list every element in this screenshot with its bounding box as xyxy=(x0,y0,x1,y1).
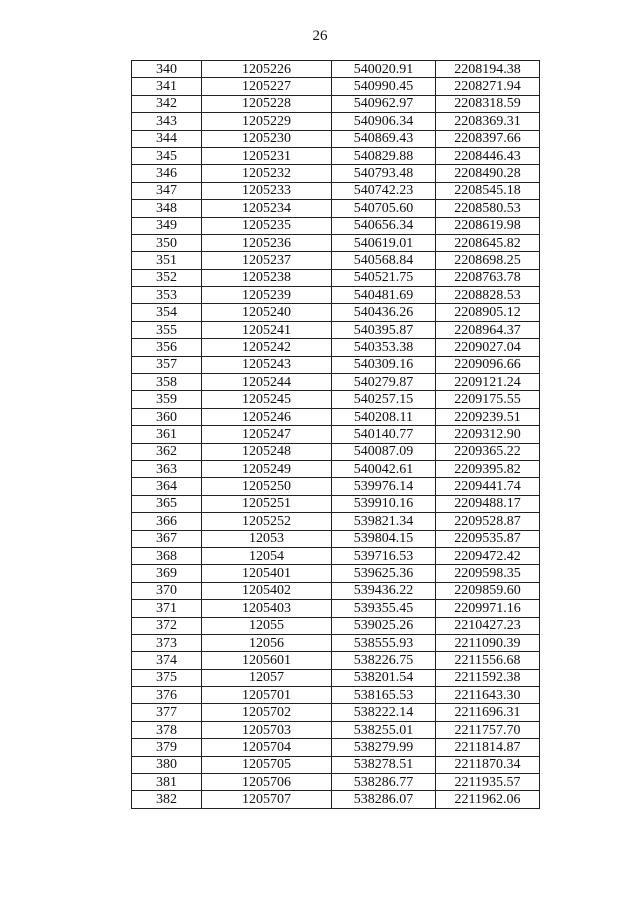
table-row xyxy=(132,78,540,95)
y-coordinate-cell: 2208271.94 xyxy=(436,78,540,95)
point-id-cell: 1205705 xyxy=(202,756,332,773)
row-index-cell: 352 xyxy=(132,269,202,286)
row-index-cell: 344 xyxy=(132,130,202,147)
y-coordinate-cell: 2211592.38 xyxy=(436,669,540,686)
row-index-cell: 363 xyxy=(132,460,202,477)
table-row xyxy=(132,374,540,391)
point-id-cell: 1205243 xyxy=(202,356,332,373)
table-row xyxy=(132,704,540,721)
page-number: 26 xyxy=(312,28,328,44)
row-index-cell: 355 xyxy=(132,321,202,338)
y-coordinate-cell: 2209365.22 xyxy=(436,443,540,460)
row-index-cell: 345 xyxy=(132,147,202,164)
point-id-cell: 1205240 xyxy=(202,304,332,321)
row-index-cell: 376 xyxy=(132,687,202,704)
row-index-cell: 354 xyxy=(132,304,202,321)
point-id-cell: 1205229 xyxy=(202,113,332,130)
row-index-cell: 365 xyxy=(132,495,202,512)
row-index-cell: 360 xyxy=(132,408,202,425)
table-row xyxy=(132,182,540,199)
x-coordinate-cell: 540279.87 xyxy=(332,374,436,391)
y-coordinate-cell: 2208397.66 xyxy=(436,130,540,147)
y-coordinate-cell: 2211814.87 xyxy=(436,739,540,756)
row-index-cell: 378 xyxy=(132,721,202,738)
row-index-cell: 371 xyxy=(132,600,202,617)
row-index-cell: 343 xyxy=(132,113,202,130)
row-index-cell: 348 xyxy=(132,200,202,217)
table-row xyxy=(132,130,540,147)
point-id-cell: 1205244 xyxy=(202,374,332,391)
point-id-cell: 12057 xyxy=(202,669,332,686)
table-row xyxy=(132,739,540,756)
table-row xyxy=(132,113,540,130)
table-row xyxy=(132,756,540,773)
row-index-cell: 361 xyxy=(132,426,202,443)
y-coordinate-cell: 2209535.87 xyxy=(436,530,540,547)
point-id-cell: 1205701 xyxy=(202,687,332,704)
table-row xyxy=(132,669,540,686)
row-index-cell: 368 xyxy=(132,547,202,564)
point-id-cell: 1205702 xyxy=(202,704,332,721)
y-coordinate-cell: 2209027.04 xyxy=(436,339,540,356)
row-index-cell: 359 xyxy=(132,391,202,408)
x-coordinate-cell: 540020.91 xyxy=(332,61,436,78)
x-coordinate-cell: 538255.01 xyxy=(332,721,436,738)
x-coordinate-cell: 539025.26 xyxy=(332,617,436,634)
row-index-cell: 374 xyxy=(132,652,202,669)
point-id-cell: 1205248 xyxy=(202,443,332,460)
table-row xyxy=(132,356,540,373)
point-id-cell: 1205402 xyxy=(202,582,332,599)
y-coordinate-cell: 2208828.53 xyxy=(436,287,540,304)
x-coordinate-cell: 540208.11 xyxy=(332,408,436,425)
table-row xyxy=(132,426,540,443)
point-id-cell: 1205228 xyxy=(202,95,332,112)
x-coordinate-cell: 540568.84 xyxy=(332,252,436,269)
x-coordinate-cell: 540436.26 xyxy=(332,304,436,321)
x-coordinate-cell: 539716.53 xyxy=(332,547,436,564)
table-row xyxy=(132,321,540,338)
table-row xyxy=(132,408,540,425)
y-coordinate-cell: 2211870.34 xyxy=(436,756,540,773)
row-index-cell: 373 xyxy=(132,634,202,651)
table-row xyxy=(132,287,540,304)
point-id-cell: 1205231 xyxy=(202,147,332,164)
row-index-cell: 358 xyxy=(132,374,202,391)
point-id-cell: 1205251 xyxy=(202,495,332,512)
x-coordinate-cell: 540042.61 xyxy=(332,460,436,477)
table-row xyxy=(132,547,540,564)
row-index-cell: 342 xyxy=(132,95,202,112)
x-coordinate-cell: 539910.16 xyxy=(332,495,436,512)
table-row xyxy=(132,147,540,164)
table-row xyxy=(132,200,540,217)
x-coordinate-cell: 540742.23 xyxy=(332,182,436,199)
y-coordinate-cell: 2209488.17 xyxy=(436,495,540,512)
table-row xyxy=(132,95,540,112)
point-id-cell: 1205235 xyxy=(202,217,332,234)
y-coordinate-cell: 2208490.28 xyxy=(436,165,540,182)
y-coordinate-cell: 2209528.87 xyxy=(436,513,540,530)
point-id-cell: 12054 xyxy=(202,547,332,564)
x-coordinate-cell: 540353.38 xyxy=(332,339,436,356)
y-coordinate-cell: 2208318.59 xyxy=(436,95,540,112)
row-index-cell: 351 xyxy=(132,252,202,269)
point-id-cell: 1205707 xyxy=(202,791,332,808)
table-row xyxy=(132,391,540,408)
x-coordinate-cell: 540962.97 xyxy=(332,95,436,112)
table-row xyxy=(132,652,540,669)
row-index-cell: 382 xyxy=(132,791,202,808)
point-id-cell: 1205226 xyxy=(202,61,332,78)
point-id-cell: 1205234 xyxy=(202,200,332,217)
y-coordinate-cell: 2208580.53 xyxy=(436,200,540,217)
y-coordinate-cell: 2209472.42 xyxy=(436,547,540,564)
y-coordinate-cell: 2211757.70 xyxy=(436,721,540,738)
y-coordinate-cell: 2211935.57 xyxy=(436,774,540,791)
y-coordinate-cell: 2209312.90 xyxy=(436,426,540,443)
point-id-cell: 12056 xyxy=(202,634,332,651)
table-row xyxy=(132,478,540,495)
table-row xyxy=(132,513,540,530)
y-coordinate-cell: 2209859.60 xyxy=(436,582,540,599)
table-row xyxy=(132,600,540,617)
row-index-cell: 350 xyxy=(132,234,202,251)
point-id-cell: 1205239 xyxy=(202,287,332,304)
x-coordinate-cell: 539976.14 xyxy=(332,478,436,495)
x-coordinate-cell: 539436.22 xyxy=(332,582,436,599)
x-coordinate-cell: 540309.16 xyxy=(332,356,436,373)
point-id-cell: 1205230 xyxy=(202,130,332,147)
point-id-cell: 1205401 xyxy=(202,565,332,582)
y-coordinate-cell: 2208698.25 xyxy=(436,252,540,269)
x-coordinate-cell: 540619.01 xyxy=(332,234,436,251)
x-coordinate-cell: 540395.87 xyxy=(332,321,436,338)
y-coordinate-cell: 2208545.18 xyxy=(436,182,540,199)
table-row xyxy=(132,234,540,251)
table-row xyxy=(132,495,540,512)
table-row xyxy=(132,791,540,808)
point-id-cell: 1205238 xyxy=(202,269,332,286)
point-id-cell: 1205704 xyxy=(202,739,332,756)
x-coordinate-cell: 539355.45 xyxy=(332,600,436,617)
table-row xyxy=(132,634,540,651)
table-row xyxy=(132,460,540,477)
row-index-cell: 369 xyxy=(132,565,202,582)
row-index-cell: 347 xyxy=(132,182,202,199)
y-coordinate-cell: 2208446.43 xyxy=(436,147,540,164)
x-coordinate-cell: 540656.34 xyxy=(332,217,436,234)
point-id-cell: 1205601 xyxy=(202,652,332,669)
table-row xyxy=(132,687,540,704)
point-id-cell: 1205403 xyxy=(202,600,332,617)
x-coordinate-cell: 539804.15 xyxy=(332,530,436,547)
x-coordinate-cell: 540521.75 xyxy=(332,269,436,286)
x-coordinate-cell: 538222.14 xyxy=(332,704,436,721)
row-index-cell: 356 xyxy=(132,339,202,356)
row-index-cell: 375 xyxy=(132,669,202,686)
table-row xyxy=(132,530,540,547)
x-coordinate-cell: 538226.75 xyxy=(332,652,436,669)
point-id-cell: 1205241 xyxy=(202,321,332,338)
table-row xyxy=(132,269,540,286)
table-row xyxy=(132,774,540,791)
coordinates-table xyxy=(131,60,540,809)
y-coordinate-cell: 2209121.24 xyxy=(436,374,540,391)
row-index-cell: 341 xyxy=(132,78,202,95)
y-coordinate-cell: 2208763.78 xyxy=(436,269,540,286)
y-coordinate-cell: 2208905.12 xyxy=(436,304,540,321)
x-coordinate-cell: 540140.77 xyxy=(332,426,436,443)
point-id-cell: 1205245 xyxy=(202,391,332,408)
y-coordinate-cell: 2211643.30 xyxy=(436,687,540,704)
x-coordinate-cell: 540906.34 xyxy=(332,113,436,130)
point-id-cell: 1205236 xyxy=(202,234,332,251)
x-coordinate-cell: 540257.15 xyxy=(332,391,436,408)
row-index-cell: 370 xyxy=(132,582,202,599)
point-id-cell: 1205703 xyxy=(202,721,332,738)
x-coordinate-cell: 538279.99 xyxy=(332,739,436,756)
x-coordinate-cell: 540869.43 xyxy=(332,130,436,147)
row-index-cell: 372 xyxy=(132,617,202,634)
row-index-cell: 340 xyxy=(132,61,202,78)
y-coordinate-cell: 2208194.38 xyxy=(436,61,540,78)
y-coordinate-cell: 2209598.35 xyxy=(436,565,540,582)
table-body xyxy=(132,61,540,809)
x-coordinate-cell: 540990.45 xyxy=(332,78,436,95)
x-coordinate-cell: 538165.53 xyxy=(332,687,436,704)
point-id-cell: 1205246 xyxy=(202,408,332,425)
table-row xyxy=(132,252,540,269)
y-coordinate-cell: 2209395.82 xyxy=(436,460,540,477)
point-id-cell: 12053 xyxy=(202,530,332,547)
table-row xyxy=(132,217,540,234)
x-coordinate-cell: 539821.34 xyxy=(332,513,436,530)
point-id-cell: 1205706 xyxy=(202,774,332,791)
x-coordinate-cell: 538201.54 xyxy=(332,669,436,686)
x-coordinate-cell: 540705.60 xyxy=(332,200,436,217)
row-index-cell: 377 xyxy=(132,704,202,721)
point-id-cell: 1205242 xyxy=(202,339,332,356)
point-id-cell: 1205250 xyxy=(202,478,332,495)
y-coordinate-cell: 2211090.39 xyxy=(436,634,540,651)
y-coordinate-cell: 2211962.06 xyxy=(436,791,540,808)
table-row xyxy=(132,721,540,738)
y-coordinate-cell: 2209096.66 xyxy=(436,356,540,373)
table-row xyxy=(132,61,540,78)
row-index-cell: 346 xyxy=(132,165,202,182)
x-coordinate-cell: 538555.93 xyxy=(332,634,436,651)
x-coordinate-cell: 538278.51 xyxy=(332,756,436,773)
y-coordinate-cell: 2210427.23 xyxy=(436,617,540,634)
table-row xyxy=(132,304,540,321)
table-row xyxy=(132,339,540,356)
point-id-cell: 1205252 xyxy=(202,513,332,530)
y-coordinate-cell: 2208964.37 xyxy=(436,321,540,338)
table-row xyxy=(132,165,540,182)
row-index-cell: 381 xyxy=(132,774,202,791)
row-index-cell: 364 xyxy=(132,478,202,495)
row-index-cell: 379 xyxy=(132,739,202,756)
x-coordinate-cell: 540793.48 xyxy=(332,165,436,182)
row-index-cell: 366 xyxy=(132,513,202,530)
table-row xyxy=(132,443,540,460)
y-coordinate-cell: 2209175.55 xyxy=(436,391,540,408)
x-coordinate-cell: 539625.36 xyxy=(332,565,436,582)
table-row xyxy=(132,565,540,582)
x-coordinate-cell: 540829.88 xyxy=(332,147,436,164)
x-coordinate-cell: 540481.69 xyxy=(332,287,436,304)
table-row xyxy=(132,582,540,599)
point-id-cell: 1205249 xyxy=(202,460,332,477)
x-coordinate-cell: 540087.09 xyxy=(332,443,436,460)
point-id-cell: 1205233 xyxy=(202,182,332,199)
y-coordinate-cell: 2209239.51 xyxy=(436,408,540,425)
y-coordinate-cell: 2208369.31 xyxy=(436,113,540,130)
row-index-cell: 367 xyxy=(132,530,202,547)
y-coordinate-cell: 2211556.68 xyxy=(436,652,540,669)
y-coordinate-cell: 2208645.82 xyxy=(436,234,540,251)
y-coordinate-cell: 2209441.74 xyxy=(436,478,540,495)
table-row xyxy=(132,617,540,634)
x-coordinate-cell: 538286.77 xyxy=(332,774,436,791)
point-id-cell: 1205227 xyxy=(202,78,332,95)
y-coordinate-cell: 2211696.31 xyxy=(436,704,540,721)
row-index-cell: 349 xyxy=(132,217,202,234)
y-coordinate-cell: 2209971.16 xyxy=(436,600,540,617)
point-id-cell: 1205232 xyxy=(202,165,332,182)
y-coordinate-cell: 2208619.98 xyxy=(436,217,540,234)
row-index-cell: 353 xyxy=(132,287,202,304)
point-id-cell: 1205237 xyxy=(202,252,332,269)
row-index-cell: 362 xyxy=(132,443,202,460)
row-index-cell: 380 xyxy=(132,756,202,773)
point-id-cell: 1205247 xyxy=(202,426,332,443)
x-coordinate-cell: 538286.07 xyxy=(332,791,436,808)
row-index-cell: 357 xyxy=(132,356,202,373)
point-id-cell: 12055 xyxy=(202,617,332,634)
